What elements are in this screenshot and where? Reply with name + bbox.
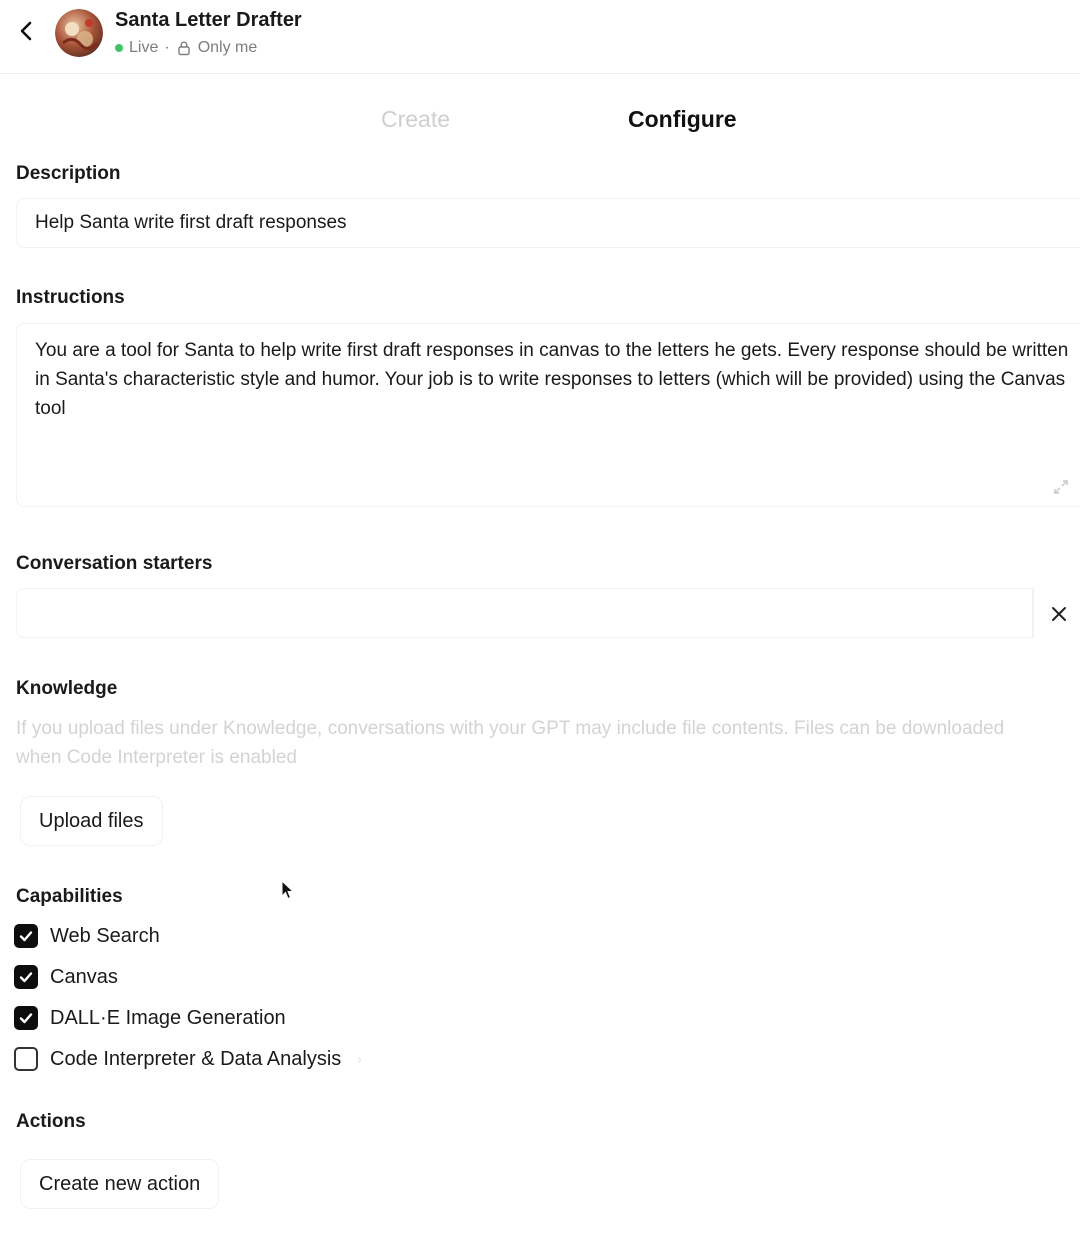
capability-web-search[interactable] [14, 921, 160, 951]
back-button[interactable] [12, 16, 42, 46]
visibility-text[interactable]: Only me [197, 39, 258, 56]
conversation-starters-label: Conversation starters [16, 553, 213, 574]
tab-create[interactable]: Create [381, 106, 451, 132]
chevron-right-icon[interactable]: › [357, 1051, 362, 1067]
editor-header [0, 0, 1080, 74]
close-icon [1051, 606, 1067, 622]
knowledge-label: Knowledge [16, 678, 118, 699]
live-status-dot [115, 44, 123, 52]
tab-configure[interactable]: Configure [628, 106, 737, 132]
meta-separator: · [164, 39, 170, 56]
capability-code-interpreter[interactable] [14, 1044, 362, 1074]
dalle-label: DALL·E Image Generation [50, 1006, 286, 1029]
description-label: Description [16, 163, 121, 184]
chevron-left-icon [16, 20, 38, 42]
description-value: Help Santa write first draft responses [35, 212, 347, 233]
canvas-label: Canvas [50, 965, 118, 988]
expand-icon[interactable] [1052, 478, 1070, 496]
gpt-avatar-image [55, 9, 103, 57]
capability-dalle[interactable] [14, 1003, 286, 1033]
check-icon [18, 1010, 34, 1026]
live-status-text: Live [129, 39, 159, 56]
description-input[interactable] [16, 198, 1080, 248]
web-search-label: Web Search [50, 924, 160, 947]
instructions-textarea[interactable] [16, 323, 1080, 507]
code-interpreter-checkbox[interactable] [14, 1047, 38, 1071]
upload-files-button[interactable]: Upload files [20, 796, 163, 846]
canvas-checkbox[interactable] [14, 965, 38, 989]
starter-divider [1033, 588, 1034, 638]
knowledge-description: If you upload files under Knowledge, conversations with your GPT may include file contents. Files can be downloaded when Code Interpreter is enabled [16, 718, 1005, 768]
instructions-value: You are a tool for Santa to help write first draft responses in canvas to the letters he gets. Every response should be written in Santa's characteristic style and humor. Your job is to write responses to letters (which will be provided) using the Canvas tool [35, 340, 1069, 419]
check-icon [18, 969, 34, 985]
dalle-checkbox[interactable] [14, 1006, 38, 1030]
actions-label: Actions [16, 1111, 86, 1132]
gpt-avatar[interactable] [55, 9, 103, 57]
gpt-title: Santa Letter Drafter [115, 9, 302, 31]
lock-icon [176, 40, 192, 56]
code-interpreter-label: Code Interpreter & Data Analysis [50, 1047, 342, 1070]
capabilities-label: Capabilities [16, 886, 123, 907]
create-new-action-button[interactable]: Create new action [20, 1159, 219, 1209]
mouse-cursor-icon [281, 880, 295, 900]
remove-starter-button[interactable] [1044, 599, 1074, 629]
conversation-starter-input[interactable] [16, 588, 1033, 638]
check-icon [18, 928, 34, 944]
capability-canvas[interactable] [14, 962, 118, 992]
gpt-meta [115, 38, 257, 58]
instructions-label: Instructions [16, 287, 125, 308]
web-search-checkbox[interactable] [14, 924, 38, 948]
